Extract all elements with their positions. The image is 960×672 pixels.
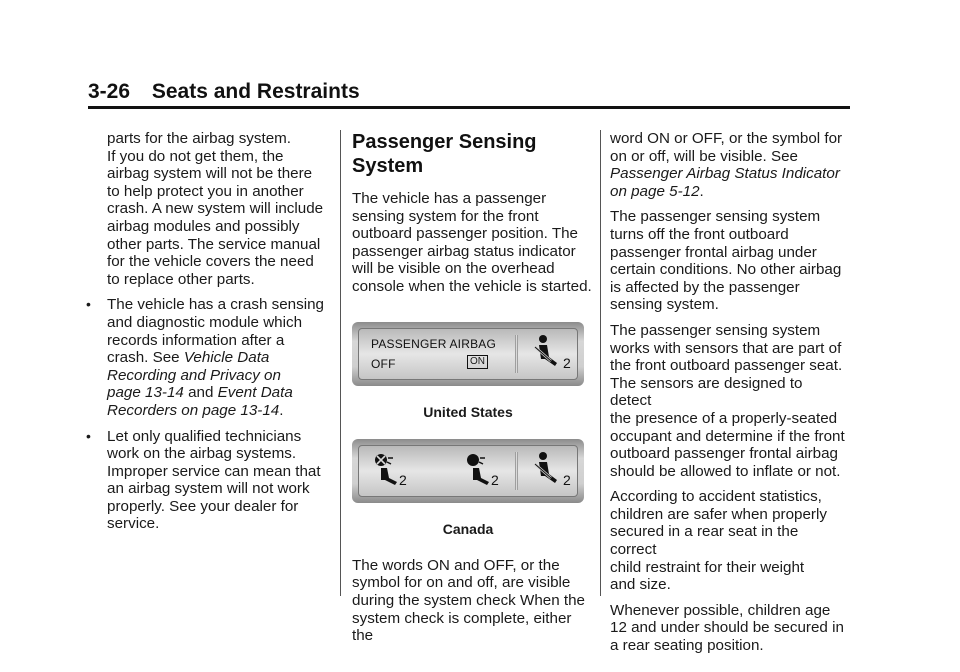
text-line: records information after a xyxy=(107,331,285,349)
text-line: the front outboard passenger seat. xyxy=(610,357,843,375)
text-line: on or off, will be visible. See xyxy=(610,147,798,165)
text-line: to help protect you in another xyxy=(107,182,304,200)
text-line: should be allowed to inflate or not. xyxy=(610,462,841,480)
text-line: passenger frontal airbag under xyxy=(610,243,817,261)
bullet-icon: • xyxy=(86,296,91,313)
bullet-icon: • xyxy=(86,427,91,444)
text-line: parts for the airbag system. xyxy=(107,130,292,147)
text-line: the presence of a properly-seated xyxy=(610,409,838,427)
cross-reference: Vehicle Data xyxy=(183,349,270,367)
chapter-title: Seats and Restraints xyxy=(151,80,360,103)
caption-canada: Canada xyxy=(442,521,494,538)
text-line: If you do not get them, the xyxy=(107,147,284,165)
outro-paragraph xyxy=(352,557,592,645)
text-line: secured in a rear seat in the correct xyxy=(610,523,799,559)
text-line: . xyxy=(699,182,704,200)
cross-reference: page 13-14 xyxy=(107,384,184,402)
text-line: The passenger sensing system xyxy=(610,321,821,339)
text-line: The passenger sensing system xyxy=(610,208,821,226)
bullet-item-qualified-technicians xyxy=(86,427,329,534)
text-line: passenger airbag status indicator xyxy=(352,242,576,260)
page-number: 3-26 xyxy=(88,80,131,103)
text-line: work on the airbag systems. xyxy=(107,445,297,463)
text-line: Let only qualified technicians xyxy=(107,427,302,445)
text-line: a rear seating position. xyxy=(610,637,764,655)
text-line: The vehicle has a crash sensing xyxy=(107,296,324,314)
bullet-item-crash-module xyxy=(86,296,329,419)
column-1 xyxy=(86,130,329,541)
text-line: child restraint for their weight xyxy=(610,558,805,576)
on-label: ON xyxy=(467,355,488,369)
text-line: for the vehicle covers the need xyxy=(107,253,314,271)
seat-number: 2 xyxy=(491,472,499,489)
text-line: crash. A new system will include xyxy=(107,200,324,218)
text-line: symbol for on and off, are visible xyxy=(352,574,571,592)
seat-number: 2 xyxy=(563,472,571,489)
text-line: is affected by the passenger xyxy=(610,278,800,296)
text-line: airbag modules and possibly xyxy=(107,217,300,235)
text-line: occupant and determine if the front xyxy=(610,427,845,445)
text-line: According to accident statistics, xyxy=(610,488,822,506)
section-title xyxy=(352,130,592,178)
text-line: The words ON and OFF, or the xyxy=(352,556,560,574)
column-divider-1 xyxy=(340,130,341,596)
panel-face xyxy=(358,445,578,497)
text-line: . xyxy=(279,401,284,419)
text-line: Whenever possible, children age xyxy=(610,601,831,619)
text-line: turns off the front outboard xyxy=(610,225,789,243)
seatbelt-occupant-icon xyxy=(529,450,563,490)
cross-reference: Passenger Airbag Status Indicator xyxy=(610,165,840,183)
title-line: System xyxy=(352,155,424,177)
lead-paragraph xyxy=(107,130,329,288)
column-3 xyxy=(610,130,848,663)
us-airbag-indicator-panel xyxy=(352,322,584,386)
text-line: and size. xyxy=(610,576,671,594)
text-line: Improper service can mean that xyxy=(107,462,321,480)
column-2 xyxy=(352,130,592,653)
paragraph-status-indicator xyxy=(610,130,848,200)
text-line: 12 and under should be secured in xyxy=(610,619,844,637)
text-line: an airbag system will not work xyxy=(107,480,310,498)
panel-divider xyxy=(515,452,518,490)
text-line: children are safer when properly xyxy=(610,505,827,523)
text-line: The sensors are designed to detect xyxy=(610,374,803,410)
text-line: outboard passenger frontal airbag xyxy=(610,445,838,463)
caption-united-states: United States xyxy=(423,403,513,420)
paragraph-children-age xyxy=(610,602,848,655)
text-line: airbag system will not be there xyxy=(107,165,313,183)
cross-reference: Recording and Privacy on xyxy=(107,366,281,384)
off-label: OFF xyxy=(371,356,396,371)
paragraph-sensors xyxy=(610,322,848,480)
seatbelt-occupant-icon xyxy=(529,333,563,373)
column-divider-2 xyxy=(600,130,601,596)
intro-paragraph xyxy=(352,190,592,296)
passenger-airbag-label: PASSENGER AIRBAG xyxy=(371,336,497,351)
text-line: sensing system for the front xyxy=(352,207,539,225)
text-line: word ON or OFF, or the symbol for xyxy=(610,130,843,147)
text-line: certain conditions. No other airbag xyxy=(610,261,842,279)
text-line: service. xyxy=(107,515,160,533)
text-line: system check is complete, either the xyxy=(352,609,572,645)
panel-divider xyxy=(515,335,518,373)
text-line: crash. See xyxy=(107,349,184,367)
text-line: and xyxy=(183,384,218,402)
seat-number: 2 xyxy=(399,472,407,489)
panel-face xyxy=(358,328,578,380)
canada-airbag-indicator-panel xyxy=(352,439,584,503)
text-line: other parts. The service manual xyxy=(107,235,321,253)
text-line: The vehicle has a passenger xyxy=(352,190,547,207)
text-line: to replace other parts. xyxy=(107,270,255,288)
page-header xyxy=(88,80,360,104)
cross-reference: on page 5-12 xyxy=(610,182,700,200)
text-line: properly. See your dealer for xyxy=(107,497,299,515)
text-line: during the system check When the xyxy=(352,591,585,609)
cross-reference: Event Data xyxy=(217,384,293,402)
text-line: console when the vehicle is started. xyxy=(352,277,592,295)
title-line: Passenger Sensing xyxy=(352,131,537,153)
text-line: outboard passenger position. The xyxy=(352,225,579,243)
text-line: will be visible on the overhead xyxy=(352,260,555,278)
seat-number: 2 xyxy=(563,354,571,371)
paragraph-statistics xyxy=(610,488,848,594)
text-line: works with sensors that are part of xyxy=(610,339,842,357)
header-rule xyxy=(88,106,850,109)
text-line: and diagnostic module which xyxy=(107,313,303,331)
paragraph-turns-off xyxy=(610,208,848,314)
cross-reference: Recorders on page 13-14 xyxy=(107,401,280,419)
text-line: sensing system. xyxy=(610,296,719,314)
